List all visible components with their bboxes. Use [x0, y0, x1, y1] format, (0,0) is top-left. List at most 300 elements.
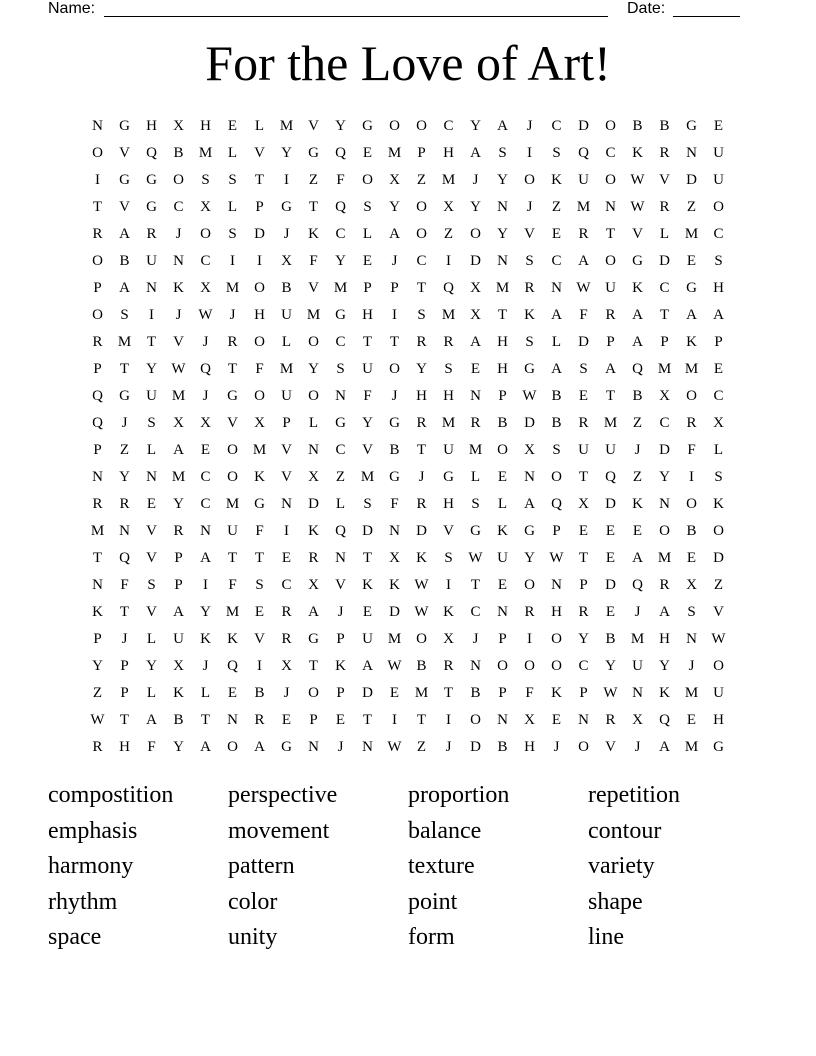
grid-letter: P	[174, 577, 183, 593]
grid-letter: X	[686, 577, 697, 593]
grid-letter: S	[525, 253, 534, 269]
grid-letter: G	[524, 523, 535, 539]
grid-letter: F	[255, 523, 264, 539]
grid-letter: X	[713, 415, 724, 431]
grid-letter: P	[390, 280, 399, 296]
grid-letter: N	[605, 199, 616, 215]
grid-letter: A	[173, 604, 184, 620]
grid-letter: K	[173, 280, 184, 296]
grid-letter: W	[630, 199, 645, 215]
grid-letter: S	[714, 469, 723, 485]
grid-letter: M	[117, 334, 132, 350]
grid-letter: K	[524, 307, 535, 323]
grid-letter: Q	[92, 415, 103, 431]
grid-letter: M	[684, 226, 699, 242]
grid-letter: D	[254, 226, 265, 242]
grid-letter: C	[713, 226, 724, 242]
grid-letter: M	[495, 280, 510, 296]
grid-letter: Y	[524, 550, 535, 566]
grid-letter: H	[497, 334, 508, 350]
grid-letter: N	[632, 685, 643, 701]
word-bank-item: texture	[408, 853, 475, 879]
grid-letter: G	[308, 145, 319, 161]
grid-letter: W	[549, 550, 564, 566]
word-bank-item: movement	[228, 817, 330, 844]
grid-letter: U	[578, 442, 589, 458]
grid-letter: C	[443, 118, 454, 134]
grid-letter: L	[254, 118, 265, 134]
grid-letter: F	[687, 442, 696, 458]
grid-letter: L	[146, 685, 157, 701]
grid-letter: M	[657, 361, 672, 377]
grid-letter: K	[713, 496, 724, 512]
grid-letter: T	[362, 334, 373, 350]
grid-letter: U	[713, 685, 724, 701]
grid-letter: M	[387, 631, 402, 647]
grid-letter: D	[308, 496, 319, 512]
grid-letter: A	[686, 307, 697, 323]
grid-letter: F	[309, 253, 318, 269]
grid-letter: Q	[443, 280, 454, 296]
grid-letter: E	[686, 253, 697, 269]
grid-row	[84, 734, 732, 761]
grid-letter: J	[337, 739, 344, 755]
grid-letter: D	[713, 550, 724, 566]
grid-letter: X	[173, 118, 184, 134]
grid-letter: N	[470, 658, 481, 674]
grid-letter: J	[202, 388, 209, 404]
grid-letter: M	[171, 388, 186, 404]
grid-row	[84, 545, 732, 572]
grid-letter: N	[92, 118, 103, 134]
grid-letter: Y	[497, 172, 508, 188]
grid-letter: D	[686, 172, 697, 188]
grid-letter: J	[472, 172, 479, 188]
grid-letter: C	[281, 577, 292, 593]
grid-letter: Y	[173, 496, 184, 512]
grid-letter: K	[254, 469, 265, 485]
grid-letter: X	[389, 172, 400, 188]
grid-letter: X	[389, 550, 400, 566]
date-label: Date:	[627, 0, 666, 17]
grid-letter: S	[417, 307, 426, 323]
grid-letter: O	[308, 388, 319, 404]
grid-letter: R	[578, 415, 589, 431]
grid-row	[84, 221, 732, 248]
grid-letter: J	[202, 658, 209, 674]
name-label: Name:	[48, 0, 96, 17]
grid-letter: H	[443, 145, 454, 161]
grid-letter: Y	[605, 658, 616, 674]
grid-letter: V	[119, 199, 130, 215]
grid-letter: E	[335, 712, 346, 728]
grid-letter: O	[605, 172, 616, 188]
grid-letter: X	[443, 631, 454, 647]
grid-letter: P	[93, 631, 102, 647]
grid-letter: H	[551, 604, 562, 620]
grid-letter: Q	[578, 145, 589, 161]
grid-letter: J	[283, 685, 290, 701]
grid-letter: K	[308, 226, 319, 242]
grid-letter: Z	[416, 739, 427, 755]
grid-letter: T	[416, 712, 427, 728]
grid-row	[84, 140, 732, 167]
grid-letter: P	[309, 712, 318, 728]
word-bank-item: pattern	[228, 853, 295, 879]
grid-row	[84, 167, 732, 194]
grid-letter: T	[119, 604, 130, 620]
grid-letter: M	[279, 361, 294, 377]
grid-letter: Q	[92, 388, 103, 404]
grid-letter: V	[659, 172, 670, 188]
grid-letter: C	[200, 496, 211, 512]
grid-letter: Y	[470, 199, 481, 215]
grid-letter: Q	[335, 145, 346, 161]
grid-letter: K	[659, 685, 670, 701]
grid-letter: R	[578, 226, 589, 242]
grid-letter: N	[362, 739, 373, 755]
grid-letter: T	[659, 307, 670, 323]
grid-letter: P	[498, 388, 507, 404]
grid-letter: T	[389, 334, 400, 350]
grid-letter: R	[281, 631, 292, 647]
grid-letter: L	[281, 334, 292, 350]
grid-letter: O	[254, 388, 265, 404]
grid-letter: B	[416, 658, 427, 674]
grid-letter: E	[362, 604, 373, 620]
grid-letter: O	[92, 253, 103, 269]
grid-letter: P	[714, 334, 723, 350]
grid-letter: F	[579, 307, 588, 323]
grid-letter: V	[335, 577, 346, 593]
grid-letter: N	[281, 496, 292, 512]
grid-letter: T	[227, 550, 238, 566]
grid-letter: B	[632, 388, 643, 404]
grid-letter: M	[468, 442, 483, 458]
grid-letter: L	[308, 415, 319, 431]
grid-letter: A	[470, 334, 481, 350]
grid-letter: L	[362, 226, 373, 242]
grid-letter: R	[416, 496, 427, 512]
grid-letter: G	[119, 172, 130, 188]
grid-letter: O	[416, 631, 427, 647]
grid-letter: M	[603, 415, 618, 431]
grid-letter: P	[93, 442, 102, 458]
word-bank-item: point	[408, 888, 458, 915]
grid-letter: O	[470, 712, 481, 728]
grid-letter: J	[418, 469, 425, 485]
grid-row	[84, 302, 732, 329]
grid-letter: L	[335, 496, 346, 512]
grid-letter: X	[470, 280, 481, 296]
grid-letter: J	[688, 658, 695, 674]
grid-letter: O	[470, 226, 481, 242]
grid-letter: Y	[308, 361, 319, 377]
grid-letter: Q	[605, 469, 616, 485]
grid-letter: J	[526, 199, 533, 215]
grid-letter: H	[254, 307, 265, 323]
grid-letter: I	[527, 631, 532, 647]
grid-letter: Y	[659, 469, 670, 485]
grid-letter: R	[578, 604, 589, 620]
grid-letter: J	[202, 334, 209, 350]
grid-letter: C	[335, 334, 346, 350]
grid-letter: A	[308, 604, 319, 620]
grid-letter: O	[524, 172, 535, 188]
grid-letter: W	[90, 712, 105, 728]
grid-letter: G	[335, 307, 346, 323]
grid-letter: J	[553, 739, 560, 755]
grid-letter: L	[551, 334, 562, 350]
grid-letter: R	[659, 145, 670, 161]
grid-letter: F	[120, 577, 129, 593]
grid-row	[84, 572, 732, 599]
grid-letter: R	[659, 577, 670, 593]
grid-letter: P	[282, 415, 291, 431]
grid-letter: D	[362, 523, 373, 539]
grid-letter: B	[551, 388, 562, 404]
grid-letter: G	[686, 118, 697, 134]
grid-letter: E	[497, 577, 508, 593]
grid-letter: W	[198, 307, 213, 323]
grid-letter: D	[659, 253, 670, 269]
grid-letter: N	[686, 145, 697, 161]
grid-letter: R	[227, 334, 238, 350]
grid-letter: K	[632, 496, 643, 512]
grid-letter: D	[659, 442, 670, 458]
grid-letter: F	[363, 388, 372, 404]
grid-letter: V	[254, 631, 265, 647]
grid-letter: J	[121, 415, 128, 431]
grid-letter: Y	[362, 415, 373, 431]
grid-letter: E	[227, 118, 238, 134]
grid-letter: C	[578, 658, 589, 674]
grid-letter: O	[605, 118, 616, 134]
word-bank-item: unity	[228, 924, 278, 950]
grid-letter: K	[173, 685, 184, 701]
grid-letter: A	[713, 307, 724, 323]
grid-letter: V	[632, 226, 643, 242]
grid-letter: O	[416, 199, 427, 215]
grid-letter: G	[443, 469, 454, 485]
grid-letter: T	[254, 550, 265, 566]
grid-letter: I	[446, 712, 451, 728]
grid-letter: X	[308, 577, 319, 593]
grid-letter: N	[146, 280, 157, 296]
grid-letter: Q	[227, 658, 238, 674]
grid-letter: A	[119, 226, 130, 242]
grid-letter: T	[416, 280, 427, 296]
grid-letter: U	[362, 631, 373, 647]
grid-letter: I	[284, 523, 289, 539]
grid-letter: F	[147, 739, 156, 755]
grid-letter: T	[362, 712, 373, 728]
grid-letter: X	[308, 469, 319, 485]
grid-letter: A	[146, 712, 157, 728]
grid-letter: N	[551, 280, 562, 296]
grid-letter: Z	[713, 577, 724, 593]
grid-letter: N	[308, 442, 319, 458]
grid-letter: J	[337, 604, 344, 620]
grid-letter: X	[200, 280, 211, 296]
grid-letter: A	[200, 550, 211, 566]
grid-letter: G	[335, 415, 346, 431]
grid-letter: P	[498, 685, 507, 701]
grid-letter: H	[362, 307, 373, 323]
grid-letter: G	[227, 388, 238, 404]
grid-letter: I	[527, 145, 532, 161]
grid-letter: G	[254, 496, 265, 512]
grid-letter: I	[446, 253, 451, 269]
grid-letter: E	[632, 523, 643, 539]
grid-letter: R	[119, 496, 130, 512]
grid-letter: N	[578, 712, 589, 728]
grid-letter: U	[497, 550, 508, 566]
grid-letter: L	[227, 145, 238, 161]
grid-letter: H	[200, 118, 211, 134]
grid-letter: T	[470, 577, 481, 593]
grid-letter: R	[605, 712, 616, 728]
grid-letter: Q	[200, 361, 211, 377]
grid-letter: L	[200, 685, 211, 701]
grid-letter: J	[175, 307, 182, 323]
word-bank-row	[48, 849, 768, 885]
grid-letter: Y	[497, 226, 508, 242]
grid-letter: E	[470, 361, 481, 377]
grid-letter: K	[227, 631, 238, 647]
grid-letter: Y	[146, 361, 157, 377]
grid-letter: B	[632, 118, 643, 134]
grid-letter: O	[578, 739, 589, 755]
grid-letter: O	[254, 334, 265, 350]
grid-letter: M	[252, 442, 267, 458]
grid-letter: B	[173, 712, 184, 728]
grid-letter: T	[605, 226, 616, 242]
grid-letter: D	[524, 415, 535, 431]
grid-letter: J	[472, 631, 479, 647]
grid-letter: V	[173, 334, 184, 350]
grid-letter: H	[524, 739, 535, 755]
grid-letter: P	[255, 199, 264, 215]
grid-letter: L	[470, 469, 481, 485]
grid-letter: K	[92, 604, 103, 620]
grid-letter: V	[308, 118, 319, 134]
grid-letter: O	[227, 442, 238, 458]
word-bank-row	[48, 885, 768, 921]
grid-letter: J	[634, 442, 641, 458]
grid-letter: O	[551, 469, 562, 485]
grid-letter: N	[659, 496, 670, 512]
grid-letter: S	[498, 145, 507, 161]
grid-letter: A	[524, 496, 535, 512]
grid-letter: R	[416, 334, 427, 350]
grid-letter: A	[470, 145, 481, 161]
grid-letter: O	[227, 469, 238, 485]
grid-row	[84, 464, 732, 491]
grid-letter: X	[173, 658, 184, 674]
grid-letter: L	[146, 631, 157, 647]
word-bank-item: shape	[588, 888, 643, 915]
grid-letter: H	[146, 118, 157, 134]
grid-letter: B	[551, 415, 562, 431]
grid-letter: A	[632, 334, 643, 350]
grid-letter: S	[579, 361, 588, 377]
grid-letter: G	[119, 118, 130, 134]
grid-letter: K	[497, 523, 508, 539]
grid-letter: V	[281, 469, 292, 485]
grid-letter: R	[686, 415, 697, 431]
grid-letter: F	[336, 172, 345, 188]
grid-letter: B	[659, 118, 670, 134]
grid-letter: E	[551, 712, 562, 728]
grid-letter: O	[524, 658, 535, 674]
grid-letter: T	[578, 469, 589, 485]
grid-letter: J	[391, 253, 398, 269]
grid-letter: O	[713, 199, 724, 215]
grid-letter: Q	[335, 523, 346, 539]
grid-letter: O	[713, 658, 724, 674]
grid-letter: V	[227, 415, 238, 431]
grid-letter: Z	[416, 172, 427, 188]
grid-row	[84, 248, 732, 275]
grid-letter: P	[120, 685, 129, 701]
grid-letter: T	[443, 685, 454, 701]
grid-letter: G	[686, 280, 697, 296]
grid-letter: D	[389, 604, 400, 620]
grid-letter: D	[470, 253, 481, 269]
grid-letter: O	[713, 523, 724, 539]
grid-letter: E	[605, 523, 616, 539]
grid-letter: G	[281, 199, 292, 215]
grid-letter: N	[173, 253, 184, 269]
grid-letter: J	[121, 631, 128, 647]
grid-letter: L	[659, 226, 670, 242]
grid-letter: U	[605, 280, 616, 296]
grid-letter: P	[498, 631, 507, 647]
grid-letter: N	[92, 577, 103, 593]
grid-letter: T	[578, 550, 589, 566]
grid-letter: G	[281, 739, 292, 755]
grid-letter: P	[174, 550, 183, 566]
word-bank-item: variety	[588, 853, 655, 879]
grid-letter: T	[227, 361, 238, 377]
word-bank-item: compostition	[48, 782, 174, 808]
grid-letter: R	[146, 226, 157, 242]
grid-letter: K	[389, 577, 400, 593]
grid-letter: R	[92, 226, 103, 242]
grid-letter: D	[416, 523, 427, 539]
grid-letter: S	[255, 577, 264, 593]
grid-letter: P	[336, 631, 345, 647]
grid-letter: A	[551, 307, 562, 323]
grid-letter: M	[441, 415, 456, 431]
grid-letter: M	[414, 685, 429, 701]
grid-letter: E	[362, 253, 373, 269]
grid-letter: I	[392, 307, 397, 323]
grid-letter: W	[414, 577, 429, 593]
grid-letter: O	[389, 118, 400, 134]
grid-letter: W	[387, 658, 402, 674]
grid-letter: O	[92, 307, 103, 323]
grid-letter: N	[92, 469, 103, 485]
letter-grid	[84, 113, 732, 761]
grid-letter: H	[119, 739, 130, 755]
grid-letter: J	[391, 388, 398, 404]
grid-letter: C	[200, 469, 211, 485]
grid-letter: M	[360, 469, 375, 485]
grid-letter: E	[578, 523, 589, 539]
grid-letter: H	[713, 280, 724, 296]
